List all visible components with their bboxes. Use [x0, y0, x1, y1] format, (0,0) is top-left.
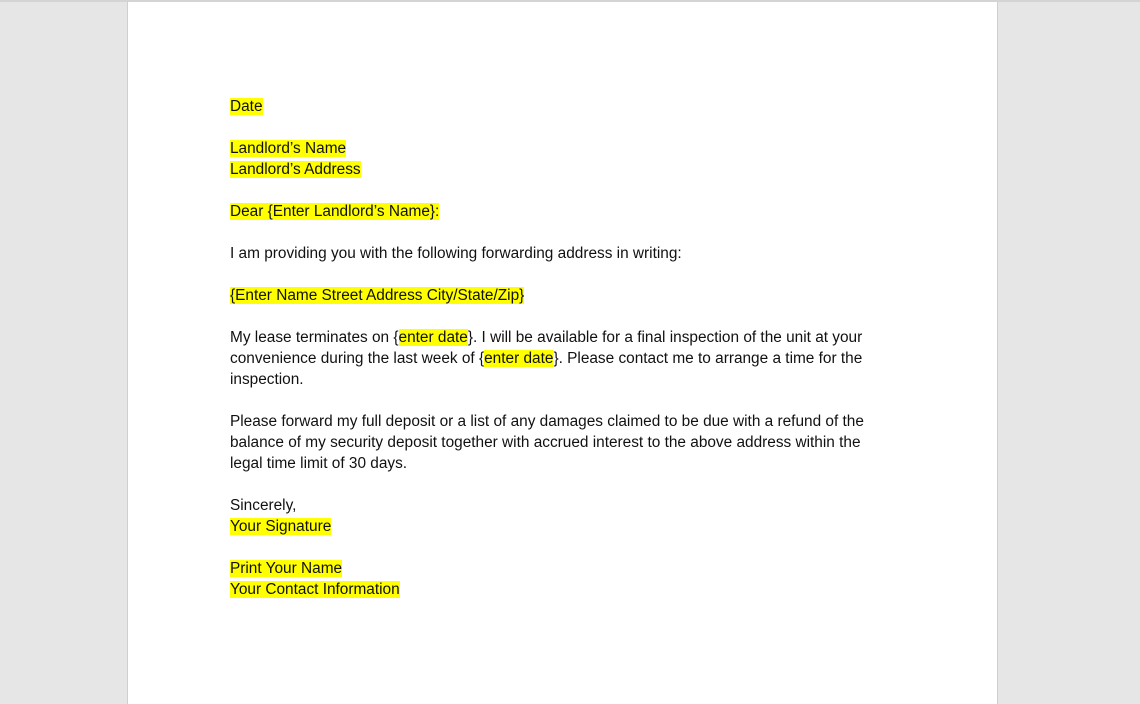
- enter-date-placeholder-1[interactable]: enter date: [398, 329, 468, 346]
- contact-info-placeholder[interactable]: Your Contact Information: [230, 581, 400, 598]
- letter-body[interactable]: [230, 96, 890, 621]
- landlord-name-placeholder[interactable]: Landlord’s Name: [230, 140, 347, 157]
- document-page[interactable]: [127, 2, 998, 704]
- salutation-line: [230, 201, 890, 222]
- forwarding-address-placeholder[interactable]: {Enter Name Street Address City/State/Zip}: [230, 287, 525, 304]
- closing-text: Sincerely,: [230, 497, 297, 514]
- signature-block: [230, 495, 890, 537]
- salutation-placeholder[interactable]: Dear {Enter Landlord’s Name}:: [230, 203, 440, 220]
- landlord-block: [230, 138, 890, 180]
- signature-placeholder[interactable]: Your Signature: [230, 518, 332, 535]
- lease-text-2: }. I will be available for a final inspection of the unit at your convenience during the last week of {: [230, 329, 863, 367]
- print-name-placeholder[interactable]: Print Your Name: [230, 560, 343, 577]
- lease-paragraph: [230, 327, 890, 390]
- deposit-paragraph: Please forward my full deposit or a list of any damages claimed to be due with a refund of the balance of my security deposit together with accrued interest to the above address within the legal time limit of 30 days.: [230, 413, 864, 472]
- date-line: [230, 96, 890, 117]
- contact-block: [230, 558, 890, 600]
- landlord-address-placeholder[interactable]: Landlord’s Address: [230, 161, 361, 178]
- date-placeholder[interactable]: Date: [230, 98, 263, 115]
- intro-paragraph: I am providing you with the following forwarding address in writing:: [230, 245, 682, 262]
- lease-text-3: }. Please contact me to arrange a time for the inspection.: [230, 350, 863, 388]
- enter-date-placeholder-2[interactable]: enter date: [484, 350, 554, 367]
- forwarding-address-line: [230, 285, 890, 306]
- lease-text-1: My lease terminates on {: [230, 329, 399, 346]
